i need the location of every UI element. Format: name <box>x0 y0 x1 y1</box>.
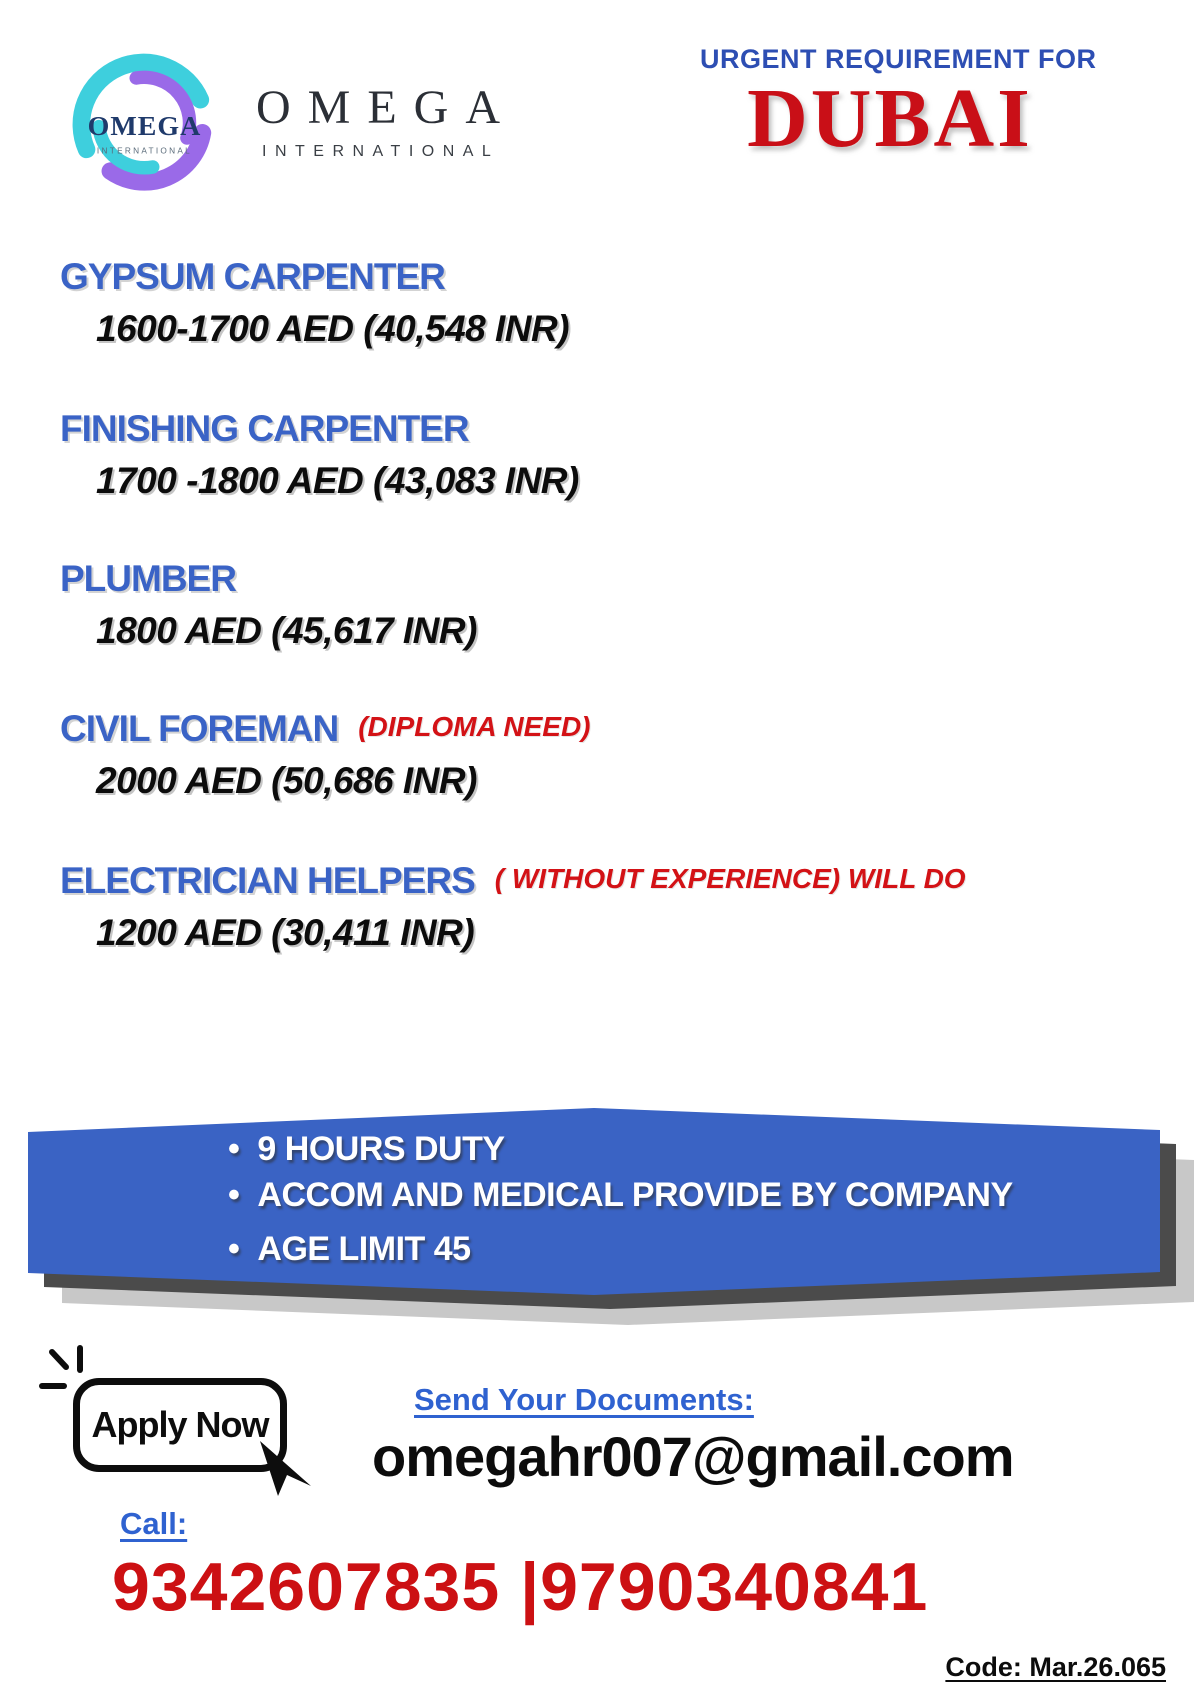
job-note: ( WITHOUT EXPERIENCE) WILL DO <box>494 863 966 894</box>
call-label: Call: <box>120 1506 188 1541</box>
bullet-dot-icon: • <box>228 1230 240 1268</box>
job-title: FINISHING CARPENTER <box>60 408 469 449</box>
company-subname: INTERNATIONAL <box>262 143 500 160</box>
benefit-item <box>228 1226 1148 1272</box>
company-wordmark <box>256 80 576 161</box>
logo-subname-text: INTERNATIONAL <box>96 146 193 156</box>
omega-logo-icon <box>70 48 220 198</box>
job-salary: 1700 -1800 AED (43,083 INR) <box>96 460 579 501</box>
job-item <box>60 256 569 350</box>
benefits-list <box>228 1126 1148 1272</box>
cursor-icon <box>252 1438 316 1502</box>
job-item <box>60 558 477 652</box>
job-title: PLUMBER <box>60 558 236 599</box>
benefit-item <box>228 1172 1148 1218</box>
benefit-text: ACCOM AND MEDICAL PROVIDE BY COMPANY <box>257 1176 1013 1214</box>
send-documents-label: Send Your Documents: <box>414 1382 754 1417</box>
job-item <box>60 860 966 954</box>
job-note: (DIPLOMA NEED) <box>358 711 591 742</box>
urgent-label: URGENT REQUIREMENT FOR <box>700 44 1097 74</box>
job-salary: 1600-1700 AED (40,548 INR) <box>96 308 570 349</box>
job-salary: 2000 AED (50,686 INR) <box>96 760 477 801</box>
apply-now-label: Apply Now <box>91 1404 269 1445</box>
job-item <box>60 708 591 802</box>
reference-code: Code: Mar.26.065 <box>945 1652 1166 1682</box>
job-salary: 1200 AED (30,411 INR) <box>96 912 475 953</box>
job-title: GYPSUM CARPENTER <box>60 256 445 297</box>
phone-numbers[interactable]: 9342607835 |9790340841 <box>112 1549 929 1625</box>
city-title: DUBAI <box>747 72 1033 165</box>
job-item <box>60 408 579 502</box>
email-address[interactable]: omegahr007@gmail.com <box>372 1425 1014 1488</box>
bullet-dot-icon: • <box>228 1130 240 1168</box>
job-salary: 1800 AED (45,617 INR) <box>96 610 477 651</box>
benefit-text: 9 HOURS DUTY <box>257 1130 505 1168</box>
benefit-text: AGE LIMIT 45 <box>257 1230 471 1268</box>
job-title: CIVIL FOREMAN <box>60 708 339 749</box>
job-title: ELECTRICIAN HELPERS <box>60 860 475 901</box>
logo-name-text: OMEGA <box>87 110 202 142</box>
company-name: OMEGA <box>256 81 517 134</box>
bullet-dot-icon: • <box>228 1176 240 1214</box>
urgent-header <box>700 44 1097 165</box>
benefit-item <box>228 1126 1148 1172</box>
